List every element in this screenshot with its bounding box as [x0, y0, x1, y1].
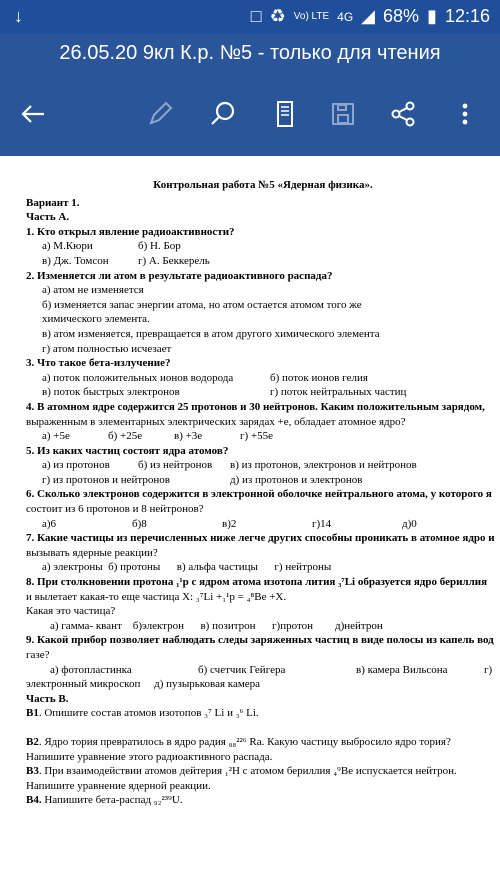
question-2: 2. Изменяется ли атом в результате радиоактивного распада? [26, 269, 333, 282]
q6-option-c: в)2 [222, 517, 237, 530]
task-b2-label: В2 [26, 735, 39, 748]
question-8-line2: и вылетает какая-то еще частица Х: ₃⁷Li +₁¹p = ₄⁸Be +X. [26, 590, 287, 603]
task-b2-line1 [26, 735, 500, 750]
q5-option-e: д) из протонов и электронов [230, 473, 363, 486]
task-b2-line2: Напишите уравнение этого радиоактивного распада. [26, 750, 273, 763]
reading-view-button[interactable] [260, 84, 310, 144]
q6-options [42, 517, 500, 532]
q4-option-c: в) +3е [174, 430, 203, 443]
q3-option-c: в) поток быстрых электронов [42, 386, 180, 399]
variant-label: Вариант 1. [26, 196, 80, 209]
q3-option-b: б) поток ионов гелия [270, 371, 368, 384]
task-b3-line1 [26, 764, 500, 779]
q1-option-b: б) Н. Бор [138, 240, 181, 253]
q9-option-a: а) фотопластинка [50, 663, 132, 676]
more-vertical-icon [450, 99, 480, 129]
status-bar [0, 0, 500, 34]
q5-option-b: б) из нейтронов [138, 459, 213, 472]
task-b3-line2: Напишите уравнение ядерной реакции. [26, 779, 211, 792]
q2-option-b-line1: б) изменяется запас энергии атома, но атом остается атомом того же [42, 298, 362, 311]
q1-options-row1 [42, 239, 500, 254]
q2-option-c: в) атом изменяется, превращается в атом другого химического элемента [42, 327, 380, 340]
network-indicator: 4G [337, 9, 354, 24]
image-icon: □ [250, 6, 262, 26]
lte-indicator: Vo) LTE [293, 11, 330, 22]
back-button[interactable] [8, 84, 58, 144]
question-3: 3. Что такое бета-излучение? [26, 357, 171, 370]
q6-option-b: б)8 [132, 517, 147, 530]
recycle-icon: ♻ [269, 6, 286, 26]
task-b1 [26, 706, 500, 721]
q3-options-row2 [42, 385, 500, 400]
question-6-line2: состоит из 6 протонов и 8 нейтронов? [26, 503, 204, 516]
document-title: 26.05.20 9кл К.р. №5 - только для чтения [59, 42, 441, 64]
q8-options: а) гамма- квант б)электрон в) позитрон г)протон д)нейтрон [50, 619, 383, 632]
clock: 12:16 [444, 6, 490, 26]
q4-option-a: а) +5е [42, 430, 70, 443]
question-4-line2: выраженным в элементарных электрических зарядах +е, обладает атомное ядро? [26, 415, 406, 428]
signal-icon: ◢ [361, 6, 376, 26]
part-a-label: Часть А. [26, 211, 70, 224]
q1-options-row2 [42, 254, 500, 269]
task-b1-text: . Опишите состав атомов изотопов ₃⁷ Li и ₃⁶ Li. [38, 707, 259, 720]
q7-options: а) электроны б) протоны в) альфа частицы г) нейтроны [42, 561, 332, 574]
q2-option-d: г) атом полностью исчезает [42, 342, 172, 355]
battery-icon: ▮ [427, 6, 437, 26]
q9-options-row2: электронный микроскоп д) пузырьковая камера [26, 678, 261, 691]
pencil-icon [145, 99, 175, 129]
q5-option-c: в) из протонов, электронов и нейтронов [230, 459, 417, 472]
q3-option-d: г) поток нейтральных частиц [270, 386, 407, 399]
task-b4-text: Напишите бета-распад ₉₂²³⁹U. [41, 794, 183, 807]
q2-option-b-line2: химического элемента. [42, 313, 150, 326]
search-button[interactable] [198, 84, 248, 144]
spacer [26, 721, 500, 735]
save-icon [328, 99, 358, 129]
download-icon: ↓ [14, 6, 23, 26]
share-icon [388, 99, 418, 129]
search-icon [208, 99, 238, 129]
q1-option-c: в) Дж. Томсон [42, 254, 109, 267]
q5-option-d: г) из протонов и нейтронов [42, 473, 170, 486]
back-arrow-icon [18, 99, 48, 129]
question-9-line2: газе? [26, 649, 50, 661]
q5-options-row2 [42, 473, 500, 488]
task-b4-label: В4. [26, 794, 42, 807]
q6-option-a: а)6 [42, 517, 57, 530]
question-7-line2: вызывать ядерные реакции? [26, 546, 158, 559]
q6-option-d: г)14 [312, 517, 332, 530]
phone-layout-icon [270, 99, 300, 129]
toolbar [0, 84, 500, 144]
more-options-button[interactable] [440, 84, 490, 144]
q1-option-a: а) М.Кюри [42, 240, 93, 253]
share-button[interactable] [378, 84, 428, 144]
question-6-line1: 6. Сколько электронов содержится в электронной оболочке нейтрального атома, у которого я [26, 488, 492, 501]
question-9-line1: 9. Какой прибор позволяет наблюдать следы заряженных частиц в виде полосы из капель вод [26, 634, 494, 647]
question-5: 5. Из каких частиц состоят ядра атомов? [26, 444, 229, 457]
save-button[interactable] [318, 84, 368, 144]
q6-option-e: д)0 [402, 517, 417, 530]
task-b1-label: В1 [26, 707, 39, 720]
task-b2-text: . Ядро тория превратилось в ядро радия ₈₈²²⁶ Ra. Какую частицу выбросило ядро тория? [38, 735, 451, 748]
task-b4 [26, 793, 500, 808]
part-b-label: Часть В. [26, 692, 69, 705]
q5-option-a: а) из протонов [42, 459, 110, 472]
question-1: 1. Кто открыл явление радиоактивности? [26, 225, 235, 238]
document-view[interactable] [0, 156, 500, 888]
battery-percent: 68% [383, 6, 420, 26]
q4-option-d: г) +55е [240, 430, 274, 443]
question-8-line1: 8. При столкновении протона ₁¹р с ядром атома изотопа лития ₃⁷Li образуется ядро бериллия [26, 576, 488, 589]
question-4-line1: 4. В атомном ядре содержится 25 протонов и 30 нейтронов. Каким положительным зарядом, [26, 400, 485, 413]
doc-heading: Контрольная работа №5 «Ядерная физика». [153, 179, 373, 191]
q3-option-a: а) поток положительных ионов водорода [42, 371, 234, 384]
document-page [26, 178, 500, 808]
q9-option-c: в) камера Вильсона [356, 663, 448, 676]
question-8-line3: Какая это частица? [26, 605, 116, 618]
q9-options-row1 [50, 663, 500, 678]
q9-option-b: б) счетчик Гейгера [198, 663, 286, 676]
edit-button[interactable] [135, 84, 185, 144]
q2-option-a: а) атом не изменяется [42, 284, 144, 297]
app-bar [0, 34, 500, 156]
q1-option-d: г) А. Беккерель [138, 254, 210, 267]
question-7-line1: 7. Какие частицы из перечисленных ниже легче других способны проникать в атомное ядро и [26, 532, 495, 545]
q3-options-row1 [42, 371, 500, 386]
task-b3-text: . При взаимодействии атомов дейтерия ₁²Н с атомом бериллия ₄⁹Ве испускается нейтрон. [38, 765, 457, 778]
task-b3-label: В3 [26, 765, 39, 778]
q4-option-b: б) +25е [108, 430, 143, 443]
q5-options-row1 [42, 458, 500, 473]
q9-option-d: г) [484, 663, 493, 676]
q4-options [42, 429, 500, 444]
